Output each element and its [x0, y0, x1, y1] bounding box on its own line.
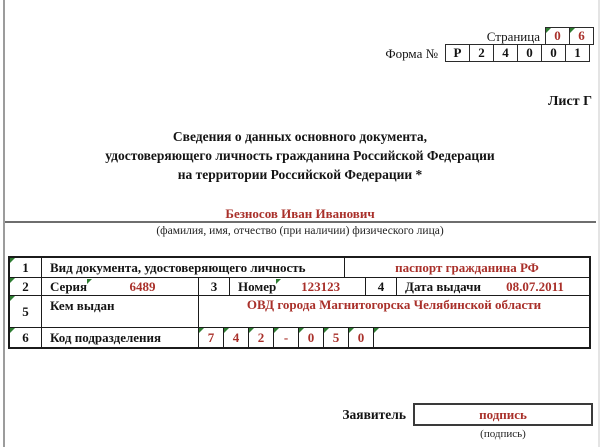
row-number: 5	[22, 303, 29, 319]
code-digit: 0	[357, 329, 365, 345]
code-digit-cell[interactable]	[298, 328, 323, 347]
cell-error-marker-icon	[276, 279, 281, 284]
page-number-label: Страница	[486, 29, 540, 44]
row-number-cell	[198, 278, 229, 295]
form-title-line: Сведения о данных основного документа,	[172, 129, 428, 144]
issue-date-value: 08.07.2011	[506, 278, 564, 294]
division-code-label: Код подразделения	[41, 328, 198, 347]
table-row-issued-by	[10, 295, 589, 327]
code-empty-cell[interactable]	[373, 328, 589, 347]
doc-type-value-cell[interactable]	[344, 258, 589, 277]
cell-error-marker-icon	[299, 328, 304, 333]
issue-date-cell[interactable]	[396, 278, 589, 295]
form-number-boxes	[445, 44, 590, 62]
row-number-cell	[10, 258, 41, 277]
page-digit-cell[interactable]	[545, 27, 570, 45]
row-number: 6	[22, 329, 29, 345]
code-digit: 7	[207, 329, 215, 345]
row-number: 1	[22, 259, 29, 275]
number-label: Номер	[238, 278, 277, 294]
form-title-line: удостоверяющего личность гражданина Российской Федерации	[105, 148, 495, 163]
form-title-line: на территории Российской Федерации *	[177, 167, 423, 182]
sheet-label: Лист Г	[548, 94, 592, 109]
name-underline	[5, 221, 596, 223]
signature-value: подпись	[479, 406, 527, 422]
series-label: Серия	[50, 278, 88, 294]
code-digit-cell[interactable]	[323, 328, 348, 347]
signature-box[interactable]	[413, 403, 593, 426]
row-number-cell	[10, 296, 41, 327]
series-cell[interactable]	[41, 278, 198, 295]
form-digit: 2	[478, 45, 485, 60]
table-row-series-number-date	[10, 277, 589, 295]
cell-error-marker-icon	[87, 279, 92, 284]
cell-error-marker-icon	[249, 328, 254, 333]
row-number: 3	[210, 278, 218, 294]
code-digit: 2	[257, 329, 265, 345]
cell-error-marker-icon	[199, 328, 204, 333]
code-digit-cell[interactable]	[198, 328, 223, 347]
page-digit: 0	[554, 28, 561, 43]
cell-error-marker-icon	[10, 278, 15, 283]
issued-by-value-cell[interactable]	[198, 296, 589, 327]
number-cell[interactable]	[229, 278, 365, 295]
code-digit-cell[interactable]	[223, 328, 248, 347]
page-number-boxes	[545, 27, 594, 45]
cell-error-marker-icon	[374, 328, 379, 333]
issued-by-value: ОВД города Магнитогорска Челябинской области	[246, 297, 542, 312]
cell-error-marker-icon	[324, 328, 329, 333]
series-value: 6489	[87, 279, 198, 295]
form-digit: Р	[453, 45, 462, 60]
cell-error-marker-icon	[546, 28, 551, 33]
row-number-cell	[365, 278, 396, 295]
left-edge-divider	[3, 0, 5, 447]
form-digit-cell[interactable]	[493, 44, 518, 62]
row-number: 2	[22, 278, 29, 294]
form-digit: 0	[526, 45, 533, 60]
cell-error-marker-icon	[274, 328, 279, 333]
page-digit: 6	[578, 28, 585, 43]
form-digit-cell[interactable]	[445, 44, 470, 62]
document-table	[8, 256, 591, 349]
code-digit: 0	[307, 329, 315, 345]
doc-type-value: паспорт гражданина РФ	[395, 259, 539, 275]
cell-error-marker-icon	[224, 328, 229, 333]
table-row-division-code	[10, 327, 589, 347]
form-digit-cell[interactable]	[541, 44, 566, 62]
number-value: 123123	[276, 279, 365, 295]
cell-error-marker-icon	[10, 258, 15, 263]
cell-error-marker-icon	[10, 328, 15, 333]
signature-caption: (подпись)	[480, 428, 526, 440]
code-digit: 5	[332, 329, 340, 345]
form-title	[0, 127, 600, 184]
code-digit: -	[283, 329, 289, 345]
doc-type-label: Вид документа, удостоверяющего личность	[41, 258, 344, 277]
form-number-label: Форма №	[385, 46, 438, 61]
row-number-cell	[10, 278, 41, 295]
applicant-full-name[interactable]: Безносов Иван Иванович	[225, 206, 375, 221]
form-digit-cell[interactable]	[469, 44, 494, 62]
applicant-label: Заявитель	[342, 407, 406, 422]
code-digit: 4	[232, 329, 240, 345]
row-number: 4	[377, 278, 385, 294]
page-digit-cell[interactable]	[569, 27, 594, 45]
issue-date-label: Дата выдачи	[405, 278, 481, 294]
code-digit-cell[interactable]	[348, 328, 373, 347]
code-digit-cell[interactable]	[248, 328, 273, 347]
issued-by-label: Кем выдан	[41, 296, 198, 327]
form-digit: 0	[550, 45, 557, 60]
form-digit: 1	[574, 45, 581, 60]
cell-error-marker-icon	[10, 296, 15, 301]
name-caption: (фамилия, имя, отчество (при наличии) физического лица)	[156, 225, 444, 237]
code-digit-cell[interactable]	[273, 328, 298, 347]
row-number-cell	[10, 328, 41, 347]
table-row-doc-type	[10, 258, 589, 277]
cell-error-marker-icon	[349, 328, 354, 333]
form-digit-cell[interactable]	[565, 44, 590, 62]
form-digit-cell[interactable]	[517, 44, 542, 62]
cell-error-marker-icon	[570, 28, 575, 33]
form-digit: 4	[502, 45, 509, 60]
